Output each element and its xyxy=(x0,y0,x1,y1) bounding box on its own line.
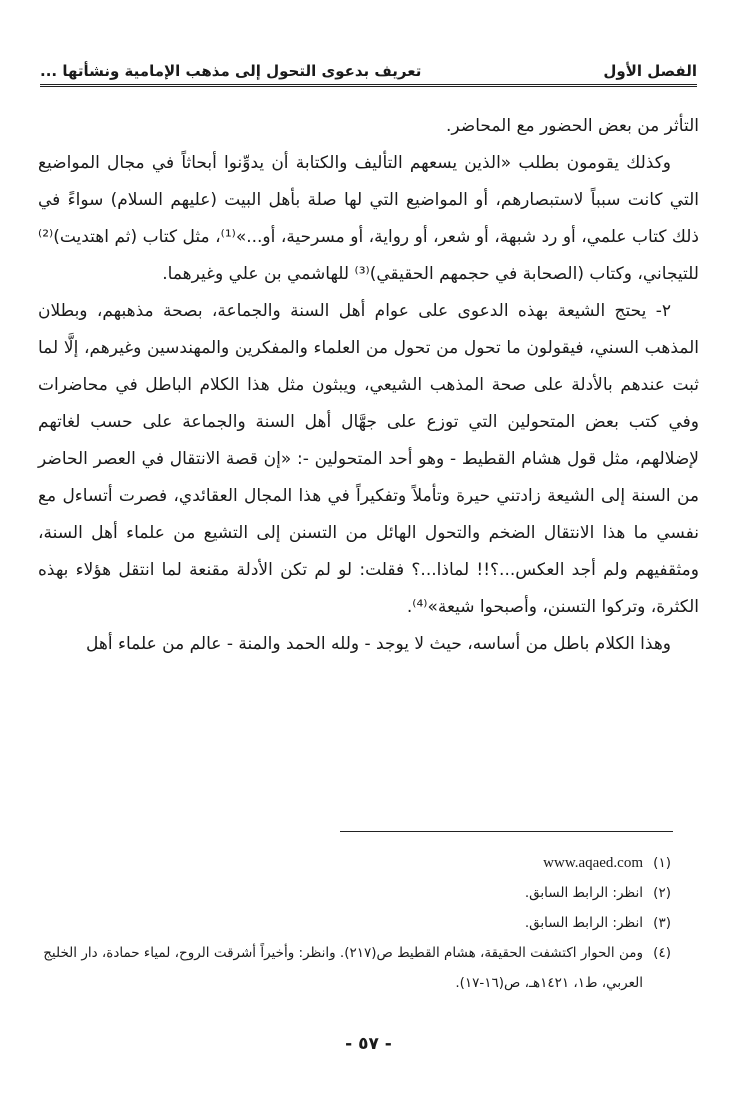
footnote-number: (٤) xyxy=(653,945,671,961)
footnote-number: (١) xyxy=(653,855,671,871)
footnote xyxy=(38,848,671,878)
footnote xyxy=(38,938,671,998)
paragraph: التأثر من بعض الحضور مع المحاضر. xyxy=(445,116,699,136)
paragraph: وهذا الكلام باطل من أساسه، حيث لا يوجد - ولله الحمد والمنة - عالم من علماء أهل xyxy=(86,634,671,654)
footnote-text: انظر: الرابط السابق. xyxy=(524,915,643,931)
footnote-link[interactable]: www.aqaed.com xyxy=(543,855,643,871)
section-title: تعريف بدعوى التحول إلى مذهب الإمامية ونشأتها ... xyxy=(40,62,422,80)
footnote xyxy=(38,878,671,908)
footnote-number: (٣) xyxy=(653,915,671,931)
page-number: - ٥٧ - xyxy=(345,1034,392,1054)
footnote-text: انظر: الرابط السابق. xyxy=(524,885,643,901)
running-header xyxy=(40,52,697,87)
footnote-text: ومن الحوار اكتشفت الحقيقة، هشام القطيط ص(٢١٧). وانظر: وأخيراً أشرقت الروح، لمياء حمادة، دار الخليج العربي، ط١، ١٤٢١هـ، ص(١٦-١٧). xyxy=(43,945,643,991)
footnote-separator xyxy=(340,831,673,832)
chapter-title: الفصل الأول xyxy=(603,62,697,80)
paragraph: وكذلك يقومون بطلب «الذين يسعهم التأليف والكتابة أن يدوِّنوا أبحاثاً في مجال المواضيع التي كانت سبباً لاستبصارهم، أو المواضيع التي لها صلة بأهل البيت (عليهم السلام) سواءً في ذلك كتاب علمي، أو رد شبهة، أو شعر، أو رواية، أو مسرحية، أو...»⁽¹⁾، مثل كتاب (ثم اهتديت)⁽²⁾ للتيجاني، وكتاب (الصحابة في حجمهم الحقيقي)⁽³⁾ للهاشمي بن علي وغيرهما. xyxy=(38,153,699,284)
footnote xyxy=(38,908,671,938)
footnotes xyxy=(38,848,671,998)
paragraph: ٢- يحتج الشيعة بهذه الدعوى على عوام أهل السنة والجماعة، بصحة مذهبهم، وبطلان المذهب السني، فيقولون ما تحول من تحول من العلماء والمفكرين والمهندسين وغيرهم، إلَّا لما ثبت عندهم بالأدلة على صحة المذهب الشيعي، ويبثون مثل هذا الكلام الباطل في محاضرات وفي كتب بعض المتحولين التي توزع على جهَّال أهل السنة والجماعة على حسب لغاتهم لإضلالهم، مثل قول هشام القطيط - وهو أحد المتحولين -: «إن قصة الانتقال في العصر الحاضر من السنة إلى الشيعة زادتني حيرة وتأملاً وتفكيراً في هذا المجال العقائدي، فصرت أتساءل مع نفسي ما هذا الانتقال الضخم والتحول الهائل من التسنن إلى التشيع من علماء أهل السنة، ومثقفيهم ولم أجد العكس...؟!! لماذا...؟ فقلت: لو لم تكن الأدلة مقنعة لما انتقل هؤلاء بهذه الكثرة، وتركوا التسنن، وأصبحوا شيعة»⁽⁴⁾. xyxy=(38,301,699,617)
main-text xyxy=(38,108,699,663)
footnote-number: (٢) xyxy=(653,885,671,901)
